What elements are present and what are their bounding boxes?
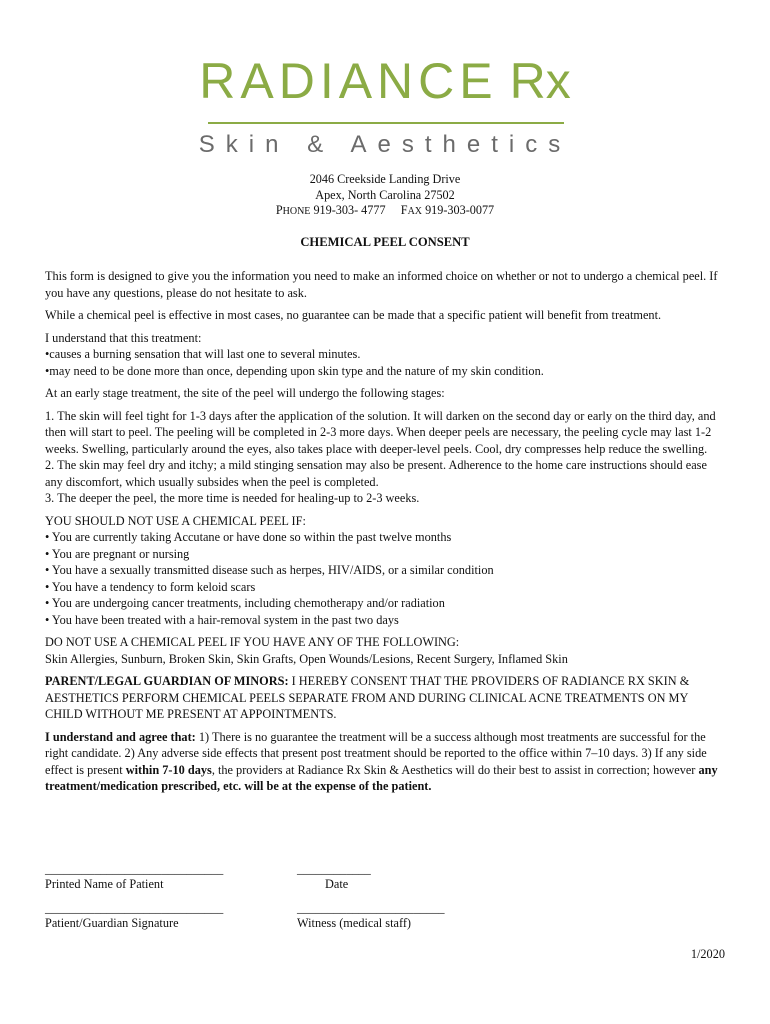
clinic-address — [0, 172, 770, 220]
stages-list — [45, 408, 725, 507]
do-not-heading: DO NOT USE A CHEMICAL PEEL IF YOU HAVE ANY OF THE FOLLOWING: — [45, 635, 460, 649]
logo-tagline: Skin & Aesthetics — [198, 131, 572, 158]
witness-label: Witness (medical staff) — [297, 916, 412, 930]
guardian-text: I HEREBY CONSENT THAT THE PROVIDERS OF RADIANCE RX SKIN & AESTHETICS PERFORM CHEMICAL PEELS SEPARATE FROM AND DURING CLINICAL ACNE TREATMENTS ON MY CHILD WITHOUT ME PRESENT AT APPOINTMENTS. — [45, 674, 690, 721]
fax-label-initial: F — [400, 203, 408, 217]
contraindication-item: • You are currently taking Accutane or have done so within the past twelve months — [45, 530, 452, 544]
phone-label: HONE — [282, 206, 311, 217]
understand-item: •may need to be done more than once, depending upon skin type and the nature of my skin condition. — [45, 363, 544, 378]
contraindication-item: • You are undergoing cancer treatments, including chemotherapy and/or radiation — [45, 596, 445, 610]
should-not-heading: YOU SHOULD NOT USE A CHEMICAL PEEL IF: — [45, 513, 306, 528]
printed-name-line[interactable]: _____________________________ — [45, 862, 224, 876]
guardian-consent — [45, 673, 725, 723]
witness-line[interactable]: ________________________ — [297, 901, 445, 915]
understand-item: •causes a burning sensation that will last one to several minutes. — [45, 347, 361, 361]
fax-label: AX — [407, 206, 423, 217]
understand-section — [45, 330, 725, 380]
contraindication-item: • You are pregnant or nursing — [45, 546, 190, 561]
should-not-section — [45, 513, 725, 629]
fax-number: 919-303-0077 — [425, 203, 495, 217]
agreement-label: I understand and agree that: — [45, 729, 196, 744]
understand-heading: I understand that this treatment: — [45, 330, 202, 345]
contraindication-item: • You have a sexually transmitted disease such as herpes, HIV/AIDS, or a similar condition — [45, 563, 494, 577]
date-label: Date — [325, 877, 349, 891]
contraindication-item: • You have been treated with a hair-removal system in the past two days — [45, 612, 399, 627]
guardian-label: PARENT/LEGAL GUARDIAN OF MINORS: — [45, 674, 289, 688]
do-not-conditions: Skin Allergies, Sunburn, Broken Skin, Skin Grafts, Open Wounds/Lesions, Recent Surgery, Inflamed Skin — [45, 651, 568, 666]
phone-label-initial: P — [275, 203, 283, 217]
contraindication-item: • You have a tendency to form keloid scars — [45, 579, 256, 594]
stage-item: 3. The deeper the peel, the more time is needed for healing-up to 2-3 weeks. — [45, 491, 420, 505]
intro-paragraph: This form is designed to give you the information you need to make an informed choice on whether or not to undergo a chemical peel. If you have any questions, please do not hesitate to ask. — [45, 269, 718, 300]
stage-item: 1. The skin will feel tight for 1-3 days after the application of the solution. It will darken on the second day or early on the third day, and then will start to peel. The peeling will be completed in 2-3 more days. When deeper peels are necessary, the peeling cycle may last 1-2 weeks. Swelling, particularly around the eyes, also takes place with deeper-level peels. Cool, dry compresses help reduce the swelling. — [45, 408, 716, 456]
signature-label: Patient/Guardian Signature — [45, 916, 179, 930]
stages-heading: At an early stage treatment, the site of the peel will undergo the following stages: — [45, 386, 445, 400]
agreement-emphasis: within 7-10 days — [125, 762, 212, 777]
address-city: Apex, North Carolina 27502 — [315, 187, 455, 202]
stage-item: 2. The skin may feel dry and itchy; a mild stinging sensation may also be present. Adherence to the home care instructions should ease any discomfort, which usually subsides when the peel is completed. — [45, 458, 707, 489]
consent-body — [45, 268, 725, 801]
logo-divider — [208, 122, 564, 124]
phone-number: 919-303- 4777 — [313, 203, 386, 217]
agreement-emphasis: any treatment/medication prescribed, etc. will be at the expense of the patient. — [45, 762, 718, 793]
agreement-paragraph — [45, 729, 725, 795]
guarantee-paragraph: While a chemical peel is effective in most cases, no guarantee can be made that a specific patient will benefit from treatment. — [45, 308, 662, 322]
form-version: 1/2020 — [690, 947, 725, 961]
logo-wordmark — [0, 55, 770, 107]
logo-rx: Rx — [509, 53, 571, 109]
document-title: CHEMICAL PEEL CONSENT — [300, 235, 470, 249]
logo-brand: RADIANCE — [199, 53, 498, 109]
signature-line[interactable]: _____________________________ — [45, 901, 224, 915]
address-street: 2046 Creekside Landing Drive — [309, 172, 461, 186]
agreement-text: 1) There is no guarantee the treatment will be a success although most treatments are successful for the right candidate. 2) Any adverse side effects that present post treatment should be reported to the office within 7–10 days. 3) If any side effect is present — [45, 729, 707, 777]
do-not-section — [45, 634, 725, 667]
printed-name-label: Printed Name of Patient — [45, 877, 164, 891]
agreement-text: , the providers at Radiance Rx Skin & Aesthetics will do their best to assist in correction; however — [211, 762, 699, 777]
logo — [0, 53, 770, 158]
contact-line — [0, 203, 770, 220]
date-line[interactable]: ____________ — [297, 862, 371, 876]
